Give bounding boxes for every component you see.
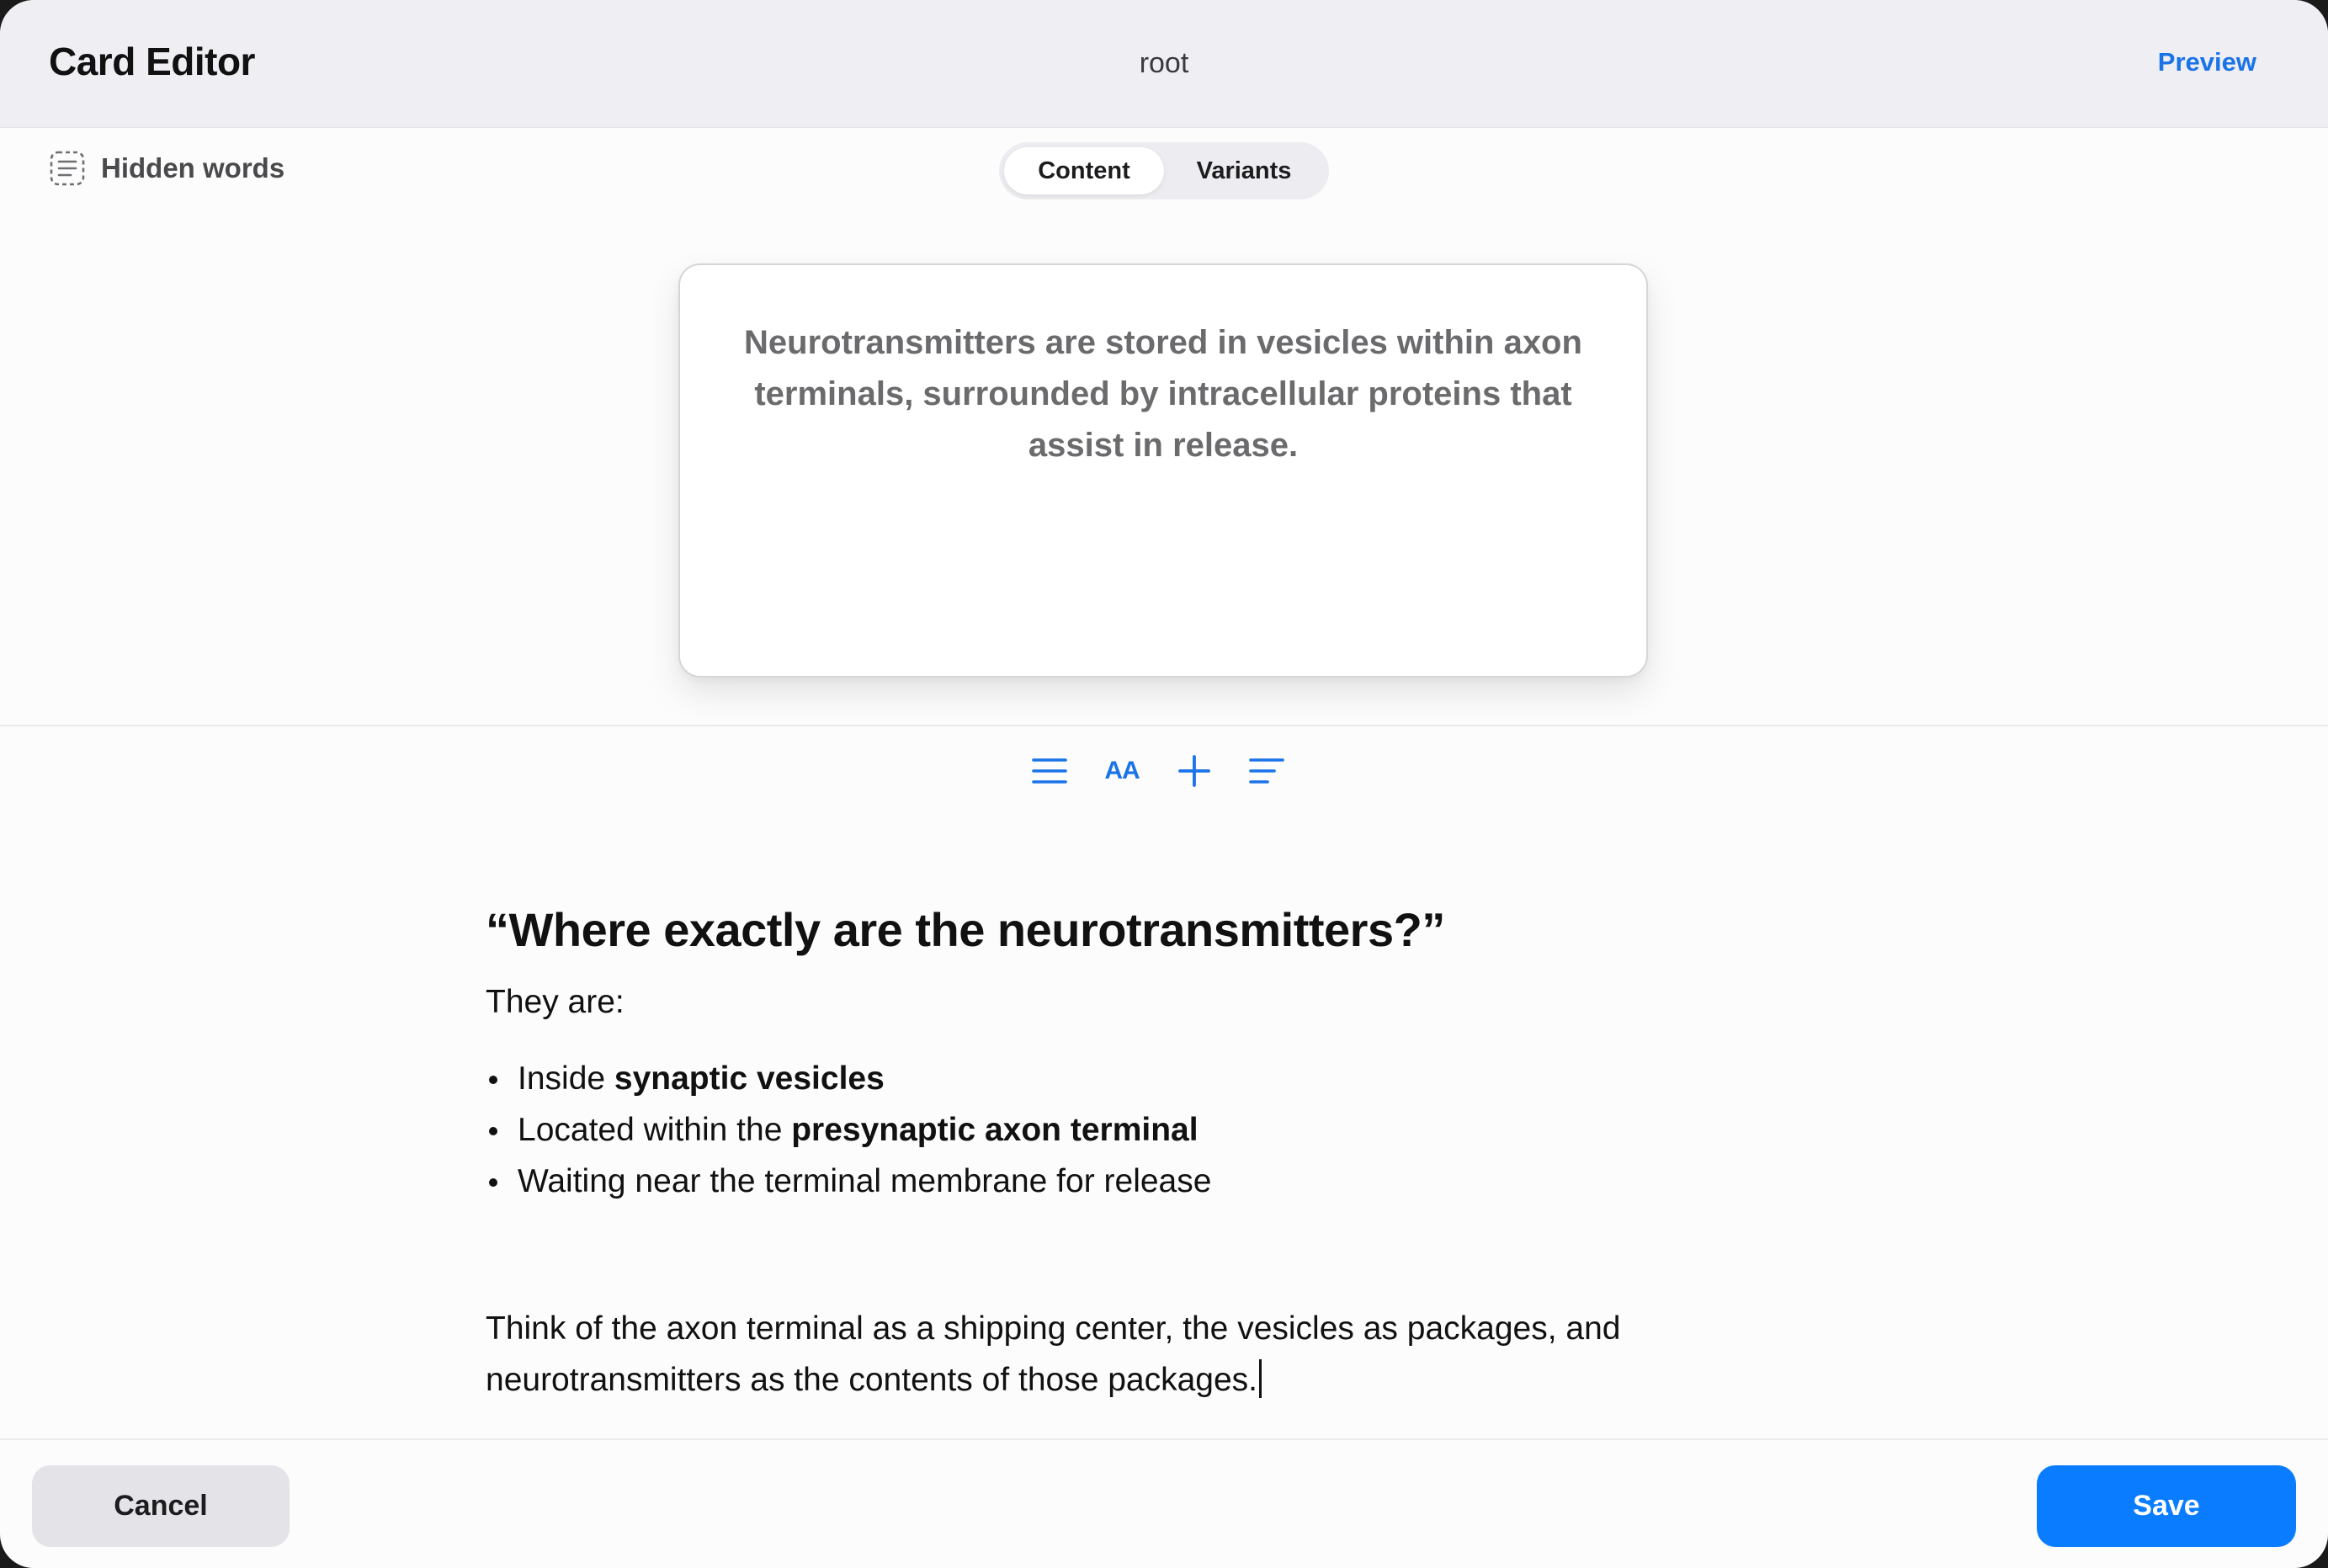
list-item: Inside synaptic vesicles [486,1053,1849,1104]
editor-heading: “Where exactly are the neurotransmitters?” [486,903,1445,956]
page-title: Card Editor [49,40,255,83]
plus-icon [1177,754,1211,788]
tab-content[interactable]: Content [1004,147,1164,194]
preview-button[interactable]: Preview [2157,47,2256,77]
bullet-list [486,1053,1849,1207]
tab-variants[interactable]: Variants [1196,157,1292,184]
editor-intro: They are: [486,984,625,1020]
cancel-button[interactable]: Cancel [32,1465,290,1547]
card-preview[interactable] [678,263,1648,678]
deck-name: root [1139,47,1189,79]
hidden-words-toggle[interactable] [49,150,284,187]
hidden-words-label: Hidden words [101,152,285,183]
divider [0,1438,2328,1440]
align-button[interactable] [1247,749,1286,793]
divider [0,725,2328,726]
text-cursor [1259,1359,1262,1398]
align-left-icon [1249,757,1284,785]
text-size-icon: AA [1104,757,1140,784]
editor-paragraph: Think of the axon terminal as a shipping center, the vesicles as packages, and neurotransmitters as the contents of those packages. [486,1310,1621,1398]
list-item: Located within the presynaptic axon terminal [486,1104,1849,1156]
header-bar [0,0,2328,128]
list-item: Waiting near the terminal membrane for release [486,1156,1849,1207]
list-icon [1032,757,1067,785]
formatting-toolbar [1030,749,1286,793]
hidden-words-icon [49,150,86,187]
add-button[interactable] [1175,749,1214,793]
content-editor[interactable] [486,896,1849,1406]
text-size-button[interactable] [1103,749,1141,793]
view-tabs [999,142,1329,199]
list-button[interactable] [1030,749,1069,793]
card-preview-text: Neurotransmitters are stored in vesicles within axon terminals, surrounded by intracellular proteins that assist in release. [744,324,1582,464]
save-button[interactable]: Save [2037,1465,2296,1547]
